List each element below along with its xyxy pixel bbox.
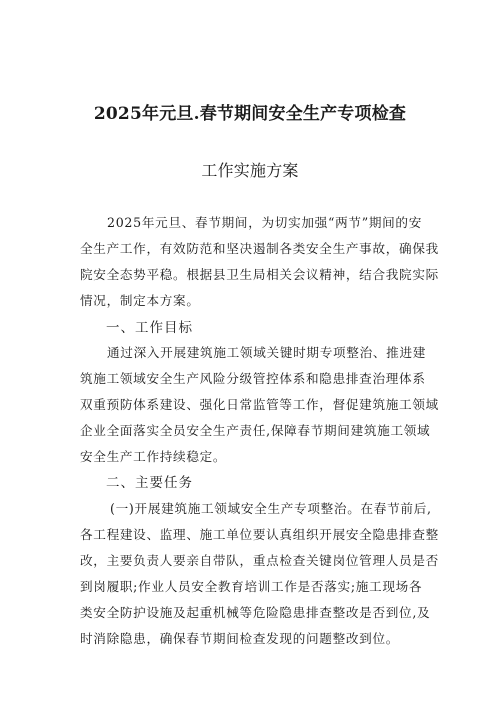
section-2-line-5: 类安全防护设施及起重机械等危险隐患排查整改是否到位,及 [80, 605, 431, 620]
section-2-line-1: (一)开展建筑施工领域安全生产专项整治。在春节前后, [110, 501, 432, 516]
section-2-line-2: 各工程建设、监理、施工单位要认真组织开展安全隐患排查整 [80, 527, 439, 542]
document-title-line-2: 工作实施方案 [201, 161, 299, 180]
section-2-line-6: 时消除隐患，确保春节期间检查发现的问题整改到位。 [80, 631, 400, 646]
intro-line-3: 院安全态势平稳。根据县卫生局相关会议精神，结合我院实际 [80, 267, 439, 282]
intro-line-2: 全生产工作，有效防范和坚决遏制各类安全生产事故，确保我 [80, 241, 439, 256]
section-2-line-4: 到岗履职;作业人员安全教育培训工作是否落实;施工现场各 [80, 579, 423, 594]
section-2-heading: 二、主要任务 [106, 475, 193, 491]
section-1-line-4: 企业全面落实全员安全生产责任,保障春节期间建筑施工领域 [80, 423, 431, 438]
document-title-line-1: 2025年元旦.春节期间安全生产专项检查 [93, 104, 407, 124]
section-1-line-3: 双重预防体系建设、强化日常监管等工作，督促建筑施工领域 [80, 397, 439, 412]
section-1-line-2: 筑施工领域安全生产风险分级管控体系和隐患排查治理体系 [80, 371, 426, 386]
section-1-line-5: 安全生产工作持续稳定。 [80, 449, 227, 464]
intro-line-4: 情况，制定本方案。 [80, 293, 200, 308]
section-2-line-3: 改，主要负责人要亲自带队，重点检查关键岗位管理人员是否 [80, 553, 439, 568]
intro-line-1: 2025年元旦、春节期间，为切实加强“两节”期间的安 [107, 215, 423, 230]
section-1-heading: 一、工作目标 [106, 320, 193, 336]
section-1-line-1: 通过深入开展建筑施工领域关键时期专项整治、推进建 [107, 345, 427, 360]
